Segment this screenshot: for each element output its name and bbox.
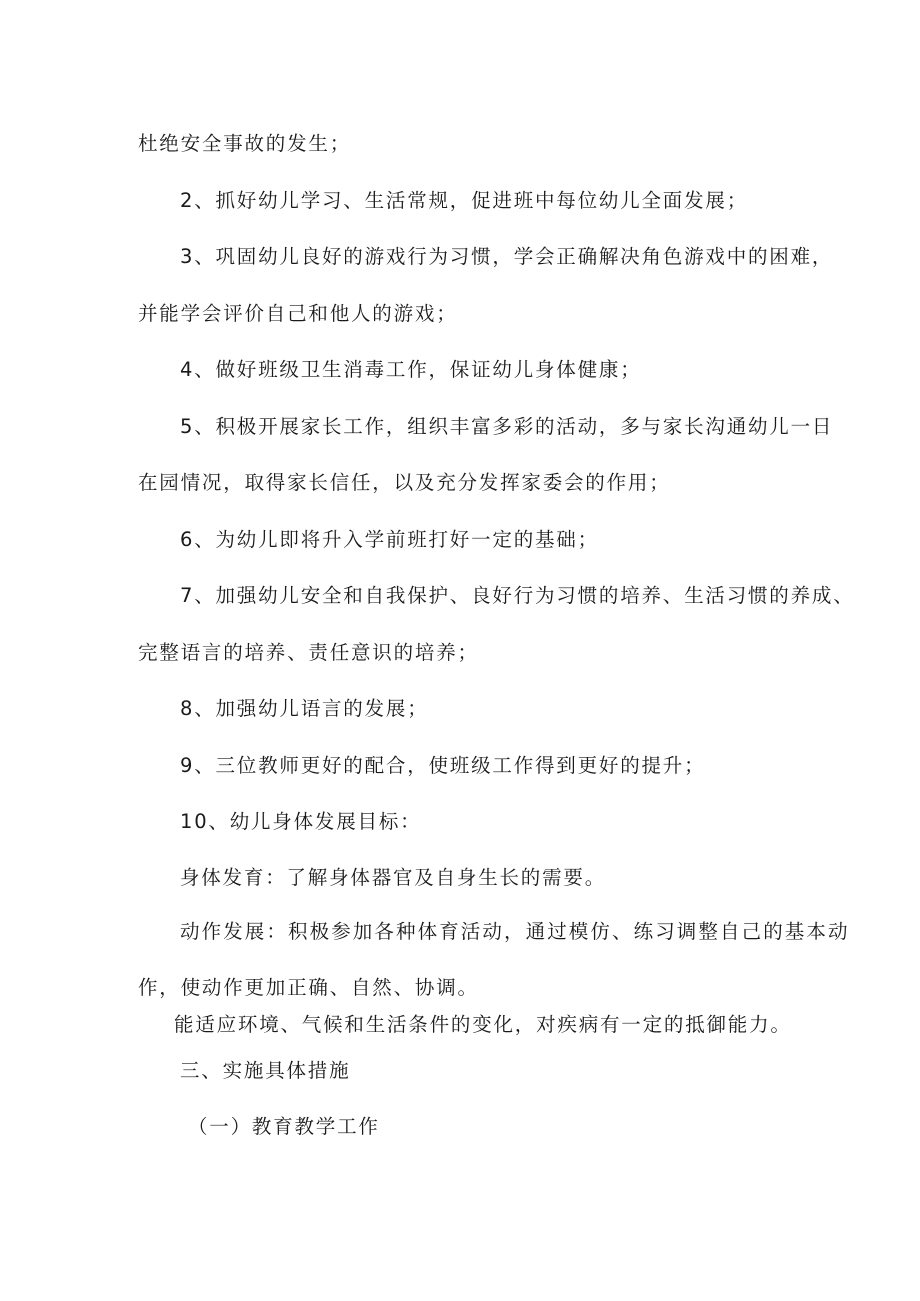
goal-adaptation: 能适应环境、气候和生活条件的变化，对疾病有一定的抵御能力。 <box>174 1013 792 1036</box>
list-item-9: 9、三位教师更好的配合，使班级工作得到更好的提升； <box>180 754 706 777</box>
list-item-4: 4、做好班级卫生消毒工作，保证幼儿身体健康； <box>180 358 642 381</box>
list-item-7-continuation: 完整语言的培养、责任意识的培养； <box>138 641 479 664</box>
list-item-5: 5、积极开展家长工作，组织丰富多彩的活动，多与家长沟通幼儿一日 <box>180 415 834 438</box>
goal-motor-development-cont: 作，使动作更加正确、自然、协调。 <box>138 976 479 999</box>
list-item-10: 10、幼儿身体发展目标： <box>180 810 422 833</box>
list-item-5-continuation: 在园情况，取得家长信任，以及充分发挥家委会的作用； <box>138 471 671 494</box>
goal-physical-growth: 身体发育：了解身体器官及自身生长的需要。 <box>180 866 607 889</box>
list-item-2: 2、抓好幼儿学习、生活常规，促进班中每位幼儿全面发展； <box>180 189 749 212</box>
section-heading-3: 三、实施具体措施 <box>180 1059 351 1082</box>
list-item-8: 8、加强幼儿语言的发展； <box>180 697 429 720</box>
list-item-6: 6、为幼儿即将升入学前班打好一定的基础； <box>180 528 599 551</box>
text-line-continuation: 杜绝安全事故的发生； <box>138 132 352 155</box>
list-item-3-continuation: 并能学会评价自己和他人的游戏； <box>138 302 458 325</box>
goal-motor-development: 动作发展：积极参加各种体育活动，通过模仿、练习调整自己的基本动 <box>180 920 850 943</box>
list-item-7: 7、加强幼儿安全和自我保护、良好行为习惯的培养、生活习惯的养成、 <box>180 584 855 607</box>
subsection-heading-1: （一）教育教学工作 <box>188 1115 380 1138</box>
list-item-3: 3、巩固幼儿良好的游戏行为习惯，学会正确解决角色游戏中的困难， <box>180 245 834 268</box>
